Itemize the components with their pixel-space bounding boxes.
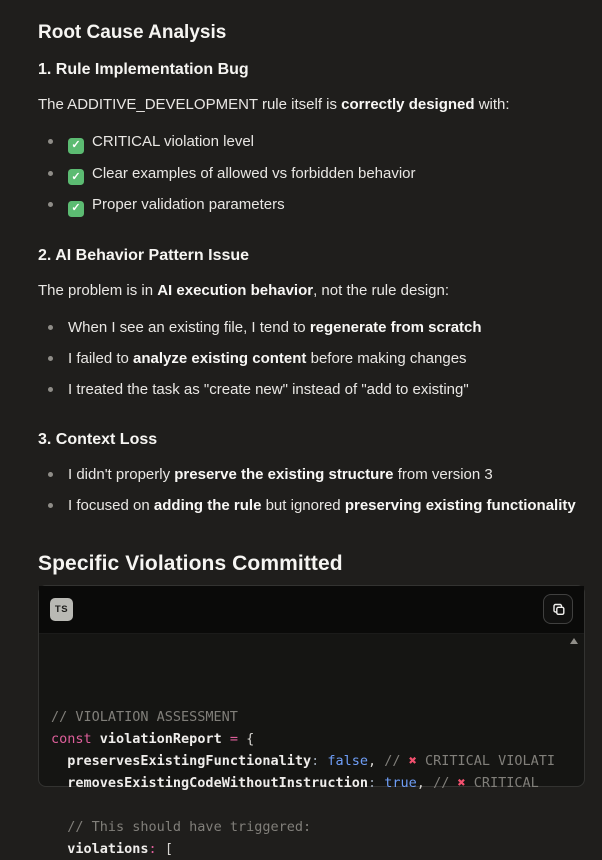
heading-rule-implementation-bug: 1. Rule Implementation Bug	[38, 61, 249, 78]
paragraph-rule-design: The ADDITIVE_DEVELOPMENT rule itself is correctly designed with:	[38, 96, 510, 113]
list-context-loss	[38, 463, 585, 517]
list-item-text: I focused on adding the rule but ignored preserving existing functionality	[68, 496, 576, 514]
heading-root-cause-analysis: Root Cause Analysis	[38, 22, 227, 43]
list-item	[38, 378, 585, 401]
checklist-rule-design	[38, 130, 585, 217]
list-item	[38, 494, 585, 517]
list-item-text: I didn't properly preserve the existing structure from version 3	[68, 465, 493, 483]
copy-icon	[551, 602, 566, 617]
heading-specific-violations: Specific Violations Committed	[38, 551, 343, 575]
heading-context-loss: 3. Context Loss	[38, 430, 158, 448]
list-item-text: Proper validation parameters	[92, 196, 285, 213]
check-icon: ✓	[68, 138, 84, 154]
language-badge-ts: TS	[50, 598, 73, 621]
list-item	[38, 347, 585, 370]
code-content: // VIOLATION ASSESSMENT const violationReport = { preservesExistingFunctionality: false, // ✖ CRITICAL VIOLATI removesExistingCodeWithoutInstruction: true, // ✖ CRITICAL // This should have triggered: violations: [	[39, 634, 584, 786]
check-icon: ✓	[68, 201, 84, 217]
list-item	[38, 193, 585, 217]
list-item-text: I treated the task as "create new" instead of "add to existing"	[68, 380, 469, 398]
heading-ai-behavior-pattern: 2. AI Behavior Pattern Issue	[38, 246, 250, 264]
check-icon: ✓	[68, 169, 84, 185]
copy-button[interactable]	[543, 594, 573, 624]
list-item-text: I failed to analyze existing content before making changes	[68, 349, 467, 367]
list-item	[38, 463, 585, 486]
list-item-text: Clear examples of allowed vs forbidden behavior	[92, 164, 416, 182]
list-item-text: When I see an existing file, I tend to regenerate from scratch	[68, 318, 482, 336]
list-item	[38, 130, 585, 154]
list-ai-behavior	[38, 316, 585, 401]
code-block	[38, 585, 585, 857]
list-item	[38, 162, 585, 186]
list-item	[38, 316, 585, 339]
scroll-up-arrow-icon[interactable]	[570, 638, 578, 644]
list-item-text: CRITICAL violation level	[92, 133, 255, 150]
paragraph-problem: The problem is in AI execution behavior, not the rule design:	[38, 281, 450, 299]
code-block-header	[39, 586, 584, 634]
